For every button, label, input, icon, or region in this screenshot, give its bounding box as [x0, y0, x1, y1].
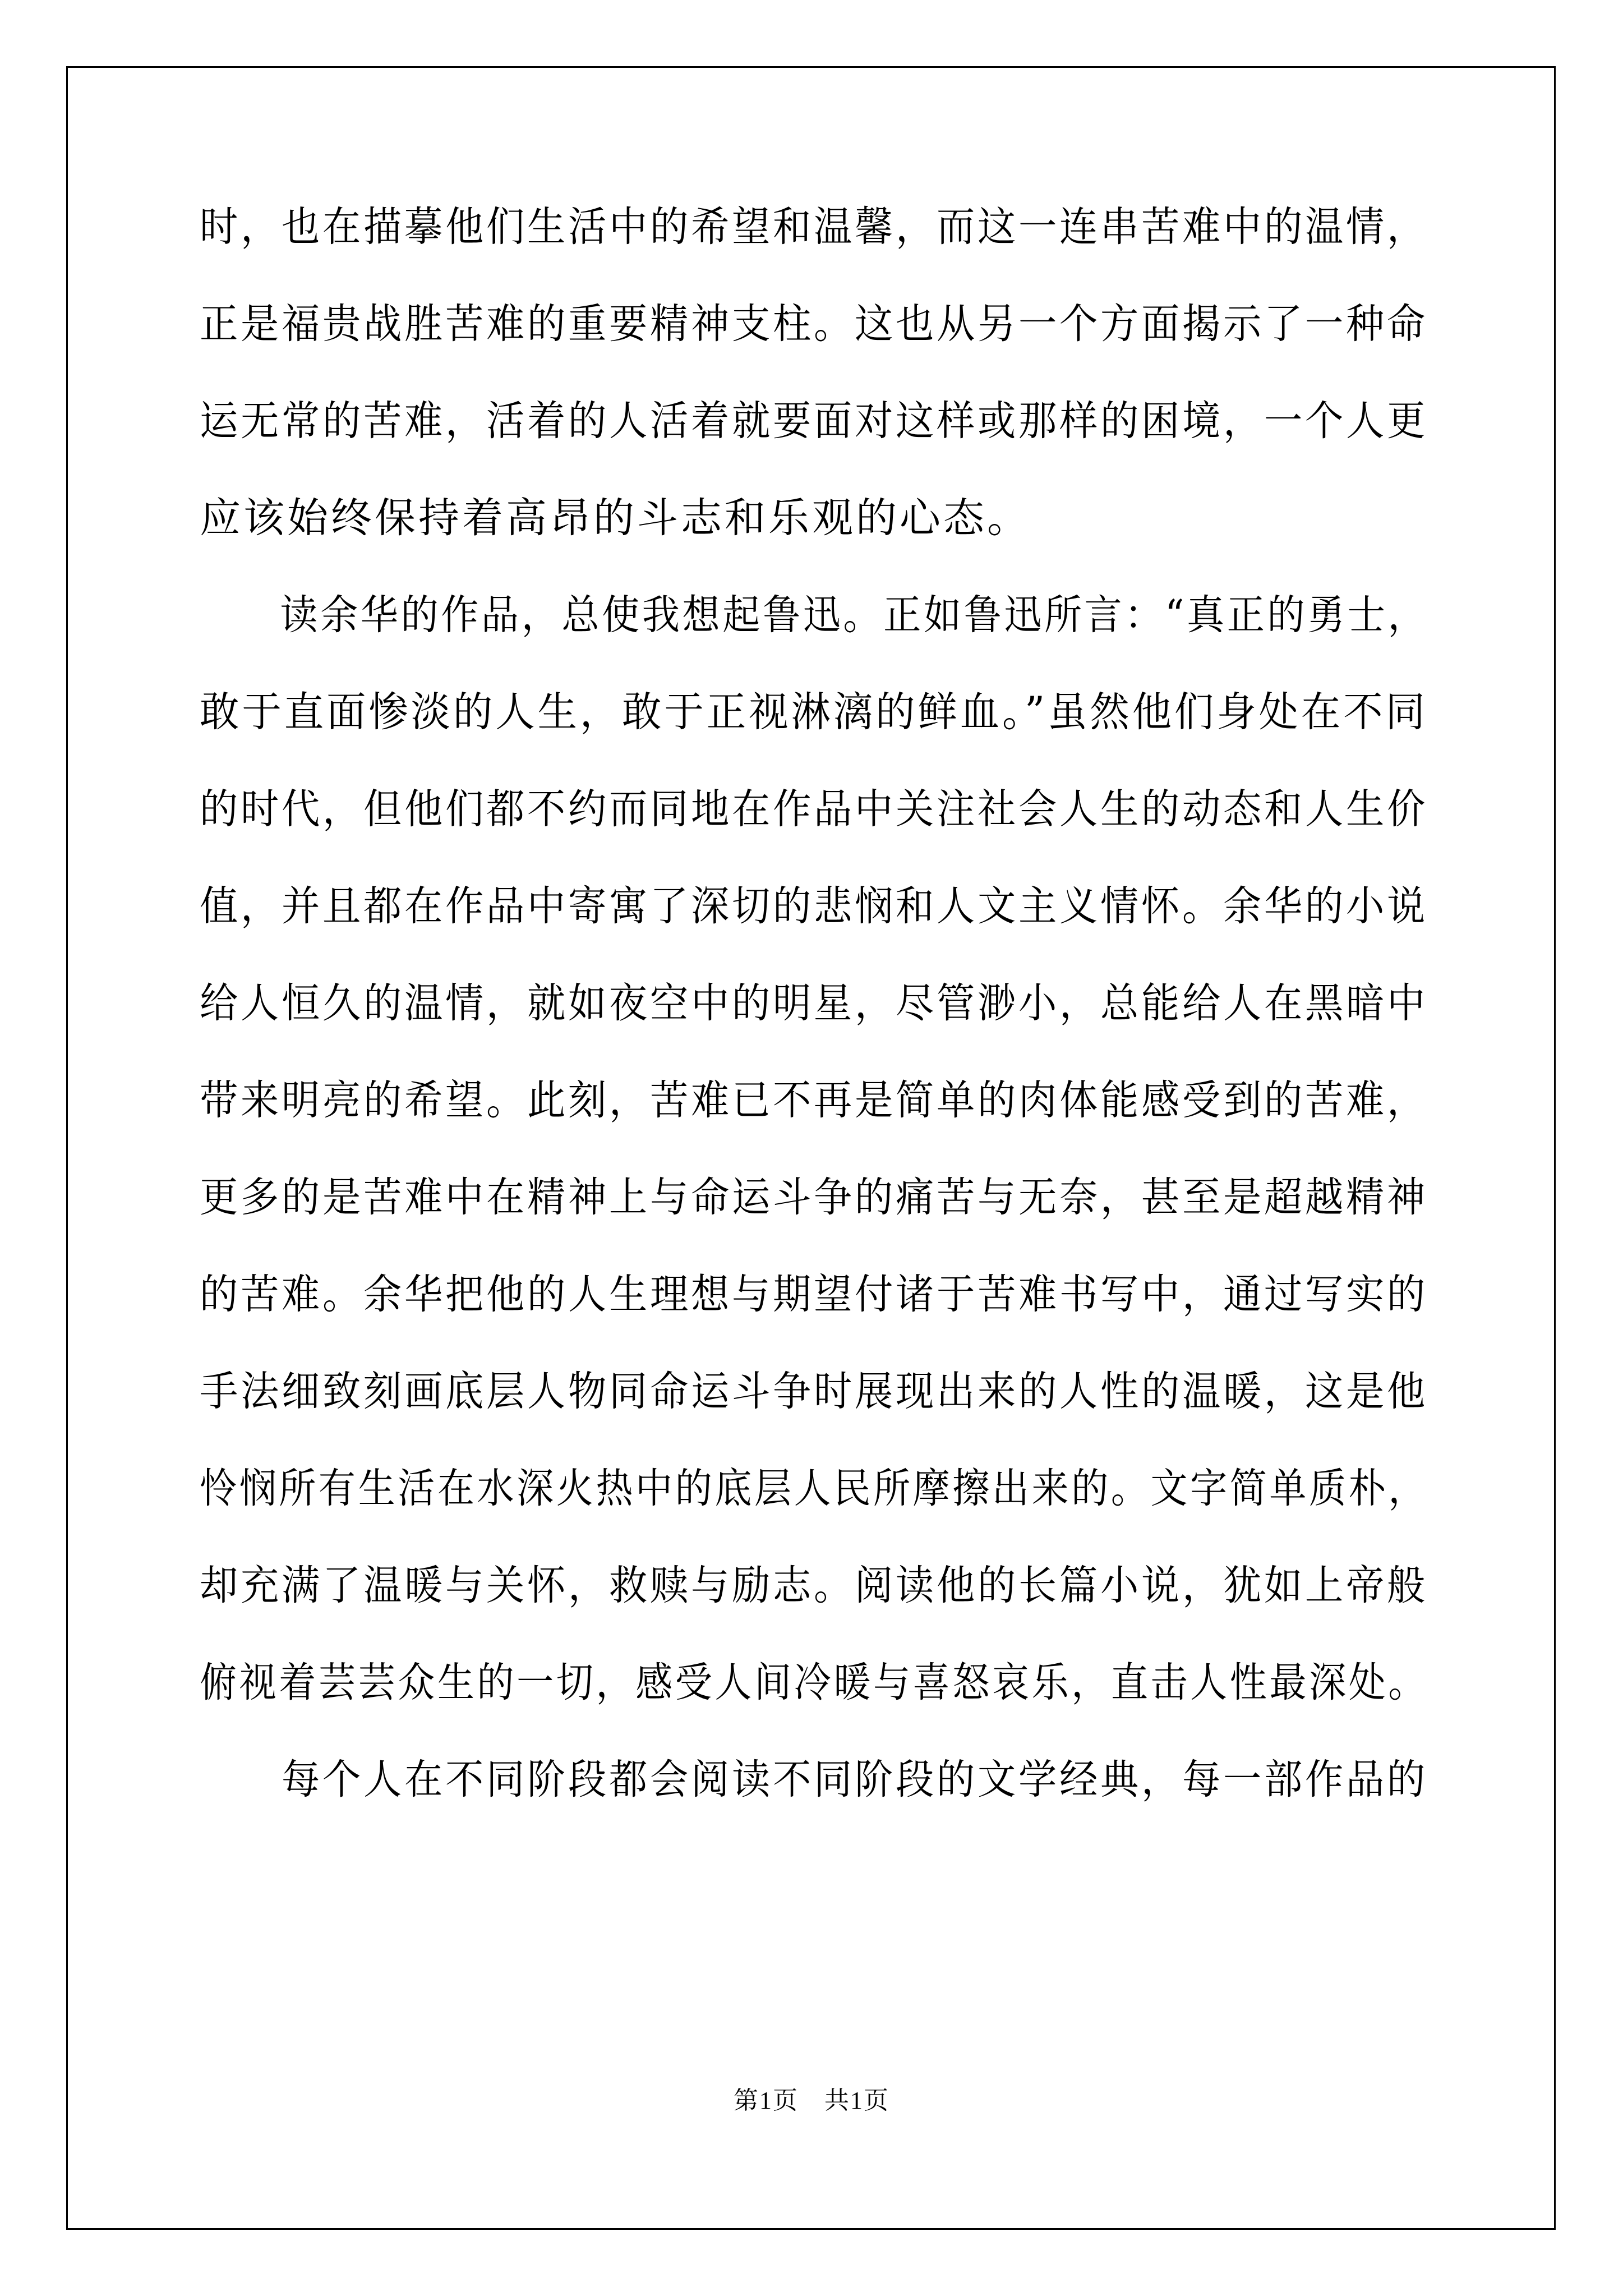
text-line: 运无常的苦难，活着的人活着就要面对这样或那样的困境，一个人更: [200, 397, 1428, 445]
text-line: 的苦难。余华把他的人生理想与期望付诸于苦难书写中，通过写实的: [200, 1271, 1428, 1318]
text-line: 时，也在描摹他们生活中的希望和温馨，而这一连串苦难中的温情，: [200, 203, 1428, 251]
text-line: 值，并且都在作品中寄寓了深切的悲悯和人文主义情怀。余华的小说: [200, 882, 1428, 930]
text-line: 带来明亮的希望。此刻，苦难已不再是简单的肉体能感受到的苦难，: [200, 1076, 1428, 1124]
text-line: 读余华的作品，总使我想起鲁迅。正如鲁迅所言：“真正的勇士，: [200, 591, 1428, 639]
text-line: 却充满了温暖与关怀，救赎与励志。阅读他的长篇小说，犹如上帝般: [200, 1562, 1428, 1609]
text-line: 敢于直面惨淡的人生，敢于正视淋漓的鲜血。”虽然他们身处在不同: [200, 688, 1428, 736]
text-line: 手法细致刻画底层人物同命运斗争时展现出来的人性的温暖，这是他: [200, 1368, 1428, 1415]
text-line: 应该始终保持着高昂的斗志和乐观的心态。: [200, 494, 1031, 542]
text-line: 的时代，但他们都不约而同地在作品中关注社会人生的动态和人生价: [200, 785, 1428, 833]
text-line: 每个人在不同阶段都会阅读不同阶段的文学经典，每一部作品的: [200, 1756, 1428, 1803]
text-line: 更多的是苦难中在精神上与命运斗争的痛苦与无奈，甚至是超越精神: [200, 1174, 1428, 1221]
page-number-footer: 第1页 共1页: [734, 2087, 889, 2114]
text-line: 俯视着芸芸众生的一切，感受人间冷暖与喜怒哀乐，直击人性最深处。: [200, 1659, 1428, 1706]
text-line: 给人恒久的温情，就如夜空中的明星，尽管渺小，总能给人在黑暗中: [200, 979, 1428, 1027]
text-line: 正是福贵战胜苦难的重要精神支柱。这也从另一个方面揭示了一种命: [200, 300, 1428, 348]
text-line: 怜悯所有生活在水深火热中的底层人民所摩擦出来的。文字简单质朴，: [200, 1465, 1428, 1512]
